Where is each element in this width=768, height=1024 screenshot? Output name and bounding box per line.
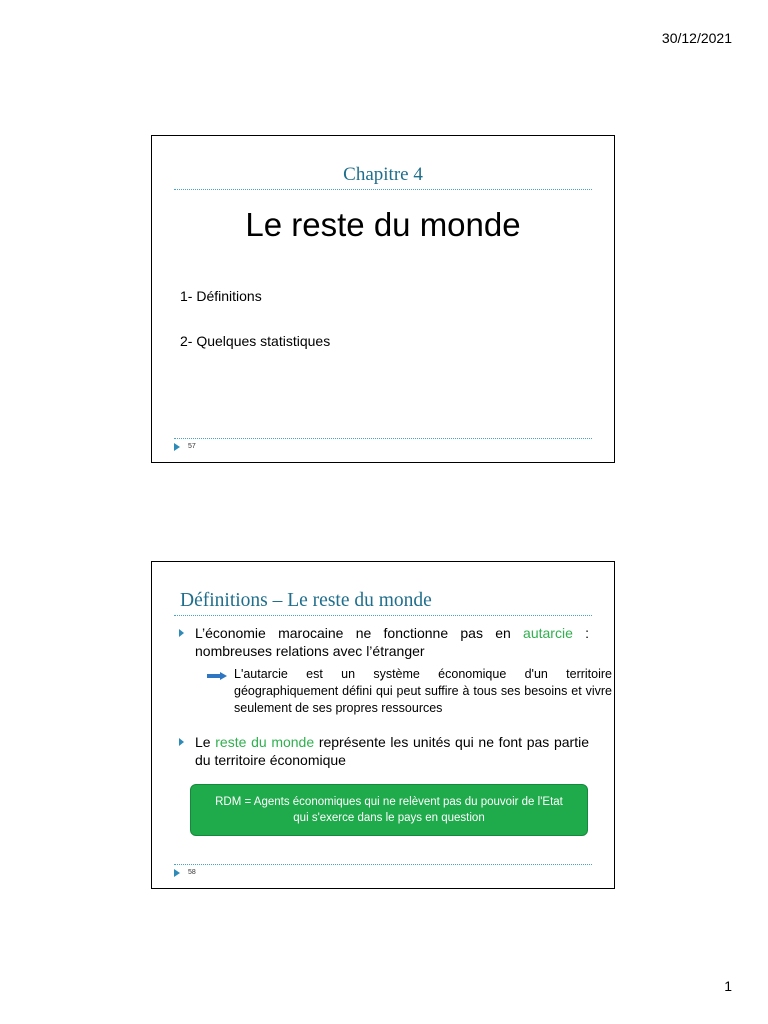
title-divider <box>174 189 592 190</box>
bullet-autarcie <box>179 624 589 660</box>
chapter-label: Chapitre 4 <box>343 164 423 185</box>
slide-number: 57 <box>188 443 196 450</box>
slide-58 <box>151 561 615 889</box>
bullet-text: Le reste du monde représente les unités qui ne font pas partie du territoire économique <box>195 734 589 768</box>
footer-triangle-icon <box>174 443 180 451</box>
highlight-reste-du-monde: reste du monde <box>215 734 315 750</box>
footer-divider <box>174 438 592 439</box>
slide-title: Le reste du monde <box>245 206 521 243</box>
highlight-autarcie: autarcie <box>523 625 573 641</box>
title-divider <box>174 615 592 616</box>
footer-triangle-icon <box>174 869 180 877</box>
bullet-reste-du-monde <box>179 733 589 769</box>
rdm-definition-box <box>190 784 588 836</box>
right-arrow-icon <box>207 672 227 680</box>
page-date: 30/12/2021 <box>661 30 732 46</box>
slide-number: 58 <box>188 869 196 876</box>
page-number: 1 <box>724 978 732 994</box>
slide-57 <box>151 135 615 463</box>
toc-item-statistics: 2- Quelques statistiques <box>180 333 331 349</box>
footer-divider <box>174 864 592 865</box>
toc-item-definitions: 1- Définitions <box>180 288 262 304</box>
subpoint-text: L'autarcie est un système économique d'un territoire géographiquement défini qui peut suffire à tous ses besoins et vivre seulement de ses propres ressources <box>234 667 612 715</box>
bullet-text: L’économie marocaine ne fonctionne pas en autarcie : nombreuses relations avec l’étranger <box>195 625 590 659</box>
rdm-definition-text: RDM = Agents économiques qui ne relèvent pas du pouvoir de l'Etat qui s'exerce dans le pays en question <box>215 796 563 824</box>
bullet-triangle-icon <box>179 629 184 637</box>
subpoint-autarcie-definition <box>207 666 612 717</box>
bullet-triangle-icon <box>179 738 184 746</box>
slide-title: Définitions – Le reste du monde <box>180 590 432 611</box>
